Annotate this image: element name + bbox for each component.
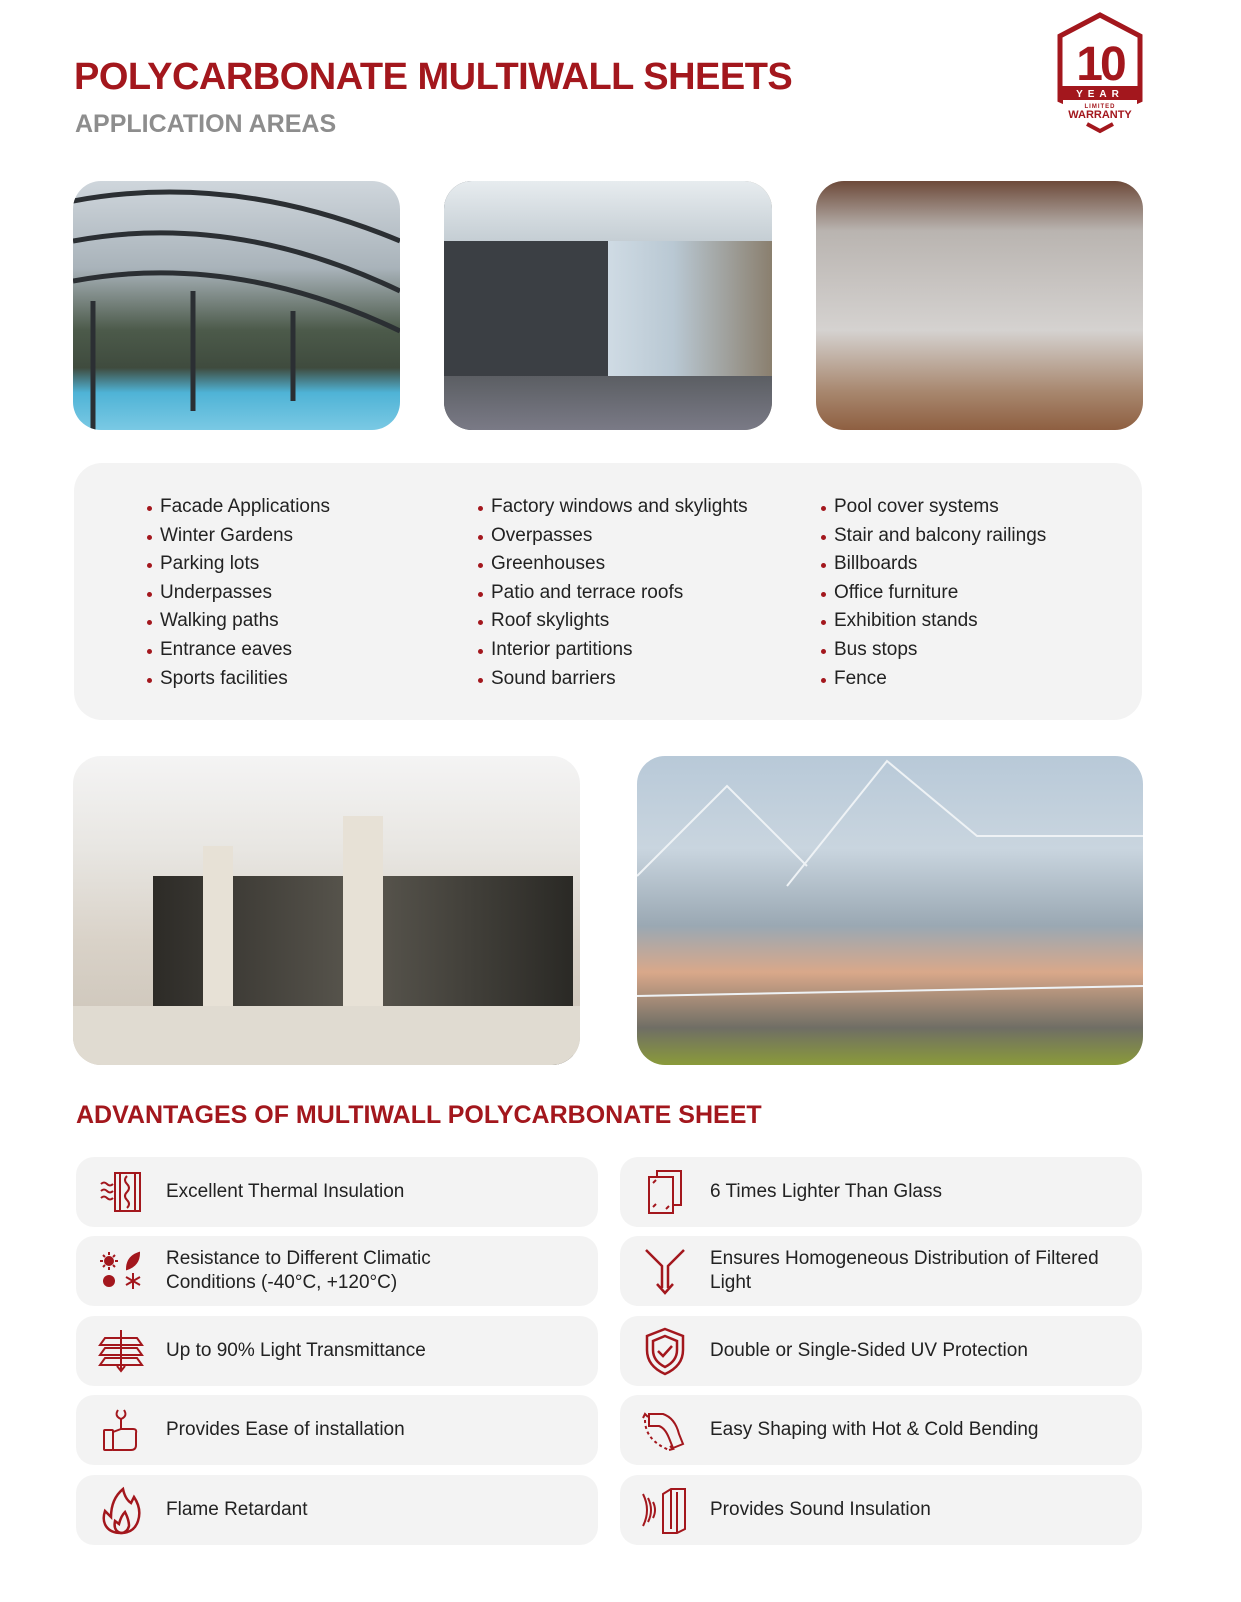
advantage-text: Provides Ease of installation (166, 1419, 405, 1440)
advantage-card (76, 1395, 598, 1465)
advantage-card (620, 1316, 1142, 1386)
list-item: Walking paths (147, 607, 330, 636)
advantage-card (620, 1157, 1142, 1227)
advantage-card (76, 1475, 598, 1545)
advantage-card (620, 1395, 1142, 1465)
list-item: Stair and balcony railings (821, 522, 1046, 551)
list-item: Sound barriers (478, 665, 748, 694)
list-item: Factory windows and skylights (478, 493, 748, 522)
list-item: Bus stops (821, 636, 1046, 665)
advantage-text: Double or Single-Sided UV Protection (710, 1340, 1028, 1361)
list-item: Winter Gardens (147, 522, 330, 551)
applications-column-1 (147, 493, 330, 693)
sound-insulation-icon (620, 1486, 710, 1534)
page-title: POLYCARBONATE MULTIWALL SHEETS (74, 56, 793, 98)
list-item: Pool cover systems (821, 493, 1046, 522)
warranty-badge (1055, 12, 1145, 134)
list-item: Overpasses (478, 522, 748, 551)
climate-seasons-icon (76, 1249, 166, 1293)
list-item: Facade Applications (147, 493, 330, 522)
list-item: Billboards (821, 550, 1046, 579)
light-distribution-icon (620, 1246, 710, 1296)
list-item: Office furniture (821, 579, 1046, 608)
list-item: Entrance eaves (147, 636, 330, 665)
advantage-card (620, 1475, 1142, 1545)
svg-text:WARRANTY: WARRANTY (1068, 109, 1132, 121)
advantage-text: Up to 90% Light Transmittance (166, 1340, 426, 1361)
advantage-text: 6 Times Lighter Than Glass (710, 1181, 942, 1202)
advantage-card (76, 1236, 598, 1306)
advantage-text: Easy Shaping with Hot & Cold Bending (710, 1419, 1039, 1440)
page-subtitle: APPLICATION AREAS (75, 110, 337, 138)
svg-text:YEAR: YEAR (1076, 89, 1124, 100)
list-item: Underpasses (147, 579, 330, 608)
light-transmittance-icon (76, 1328, 166, 1374)
list-item: Greenhouses (478, 550, 748, 579)
photo-greenhouse (637, 756, 1143, 1065)
photo-interior-partitions (816, 181, 1143, 430)
svg-text:10: 10 (1076, 38, 1124, 91)
list-item: Interior partitions (478, 636, 748, 665)
list-item: Parking lots (147, 550, 330, 579)
advantage-text: Resistance to Different Climatic Conditions (-40°C, +120°C) (166, 1248, 431, 1293)
applications-column-3 (821, 493, 1046, 693)
application-areas-panel (74, 463, 1142, 720)
advantage-text: Flame Retardant (166, 1499, 308, 1520)
list-item: Exhibition stands (821, 607, 1046, 636)
list-item: Sports facilities (147, 665, 330, 694)
sheets-icon (620, 1169, 710, 1215)
photo-patio-roof (444, 181, 772, 430)
advantage-card (620, 1236, 1142, 1306)
bending-icon (620, 1406, 710, 1454)
photo-pool-enclosure (73, 181, 400, 430)
thermal-insulation-icon (76, 1170, 166, 1214)
advantage-text: Provides Sound Insulation (710, 1499, 931, 1520)
advantage-card (76, 1157, 598, 1227)
advantage-card (76, 1316, 598, 1386)
svg-text:LIMITED: LIMITED (1084, 104, 1116, 110)
thumb-wrench-icon (76, 1406, 166, 1454)
advantages-title: ADVANTAGES OF MULTIWALL POLYCARBONATE SHEET (76, 1101, 762, 1129)
list-item: Patio and terrace roofs (478, 579, 748, 608)
list-item: Roof skylights (478, 607, 748, 636)
advantage-text: Excellent Thermal Insulation (166, 1181, 405, 1202)
flame-icon (76, 1485, 166, 1535)
photo-fence (73, 756, 580, 1065)
applications-column-2 (478, 493, 748, 693)
advantage-text: Ensures Homogeneous Distribution of Filtered Light (710, 1248, 1099, 1293)
uv-shield-icon (620, 1326, 710, 1376)
list-item: Fence (821, 665, 1046, 694)
